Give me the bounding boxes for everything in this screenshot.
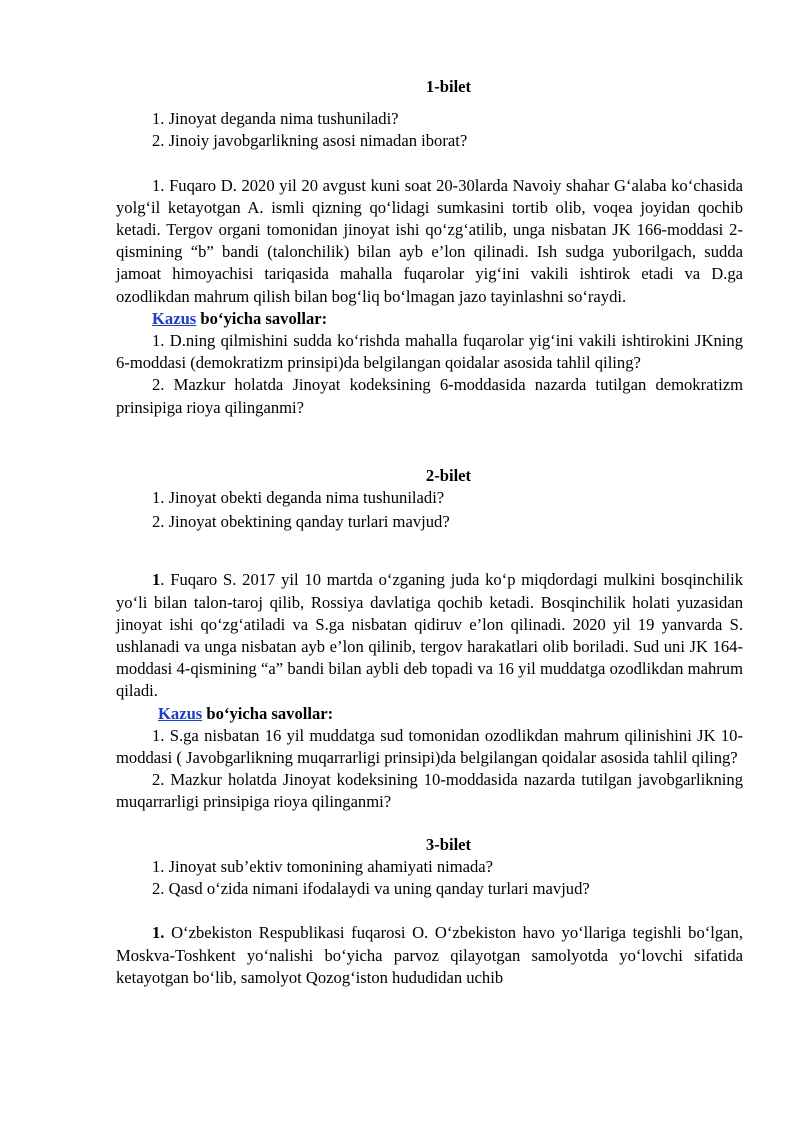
spacer [116,900,743,922]
spacer [116,153,743,175]
bilet-3-title: 3-bilet [425,834,472,854]
bilet-1-case-question-2: 2. Mazkur holatda Jinoyat kodeksining 6-moddasida nazarda tutilgan demokratizm prinsipiga rioya qilinganmi? [116,375,743,417]
bilet-3-case-number: 1. [152,923,165,943]
bilet-1-case-question-1: 1. D.ning qilmishini sudda ko‘rishda mahalla fuqarolar yig‘ini vakili ishtirokini JKning 6-moddasi (demokratizm prinsipi)da belgilangan qoidalar asosida tahlil qiling? [116,331,743,373]
bilet-2-question-1: 1. Jinoyat obekti deganda nima tushuniladi? [152,488,445,508]
bilet-2-kazus-link[interactable]: Kazus [158,703,203,723]
bilet-1-case-text: 1. Fuqaro D. 2020 yil 20 avgust kuni soat 20-30larda Navoiy shahar G‘alaba ko‘chasida yolg‘il ketayotgan A. ismli qizning qo‘lidagi sumkasini tortib olib, voqea joyidan qochib ketadi. Tergov organi tomonidan jinoyat ishi qo‘zg‘atilib, unga nisbatan JK 166-moddasi 2-qismining “b” bandi (talonchilik) bilan ayb e’lon qilinadi. Ish sudga yuborilgach, sudda jamoat himoyachisi tariqasida mahalla fuqarolar yig‘ini vakili ishtirok etadi va D.ga ozodlikdan mahrum qilish bilan bog‘liq bo‘lmagan jazo tayinlashni so‘raydi. [116,175,743,306]
bilet-2-case-question-1: 1. S.ga nisbatan 16 yil muddatga sud tomonidan ozodlikdan mahrum qilinishini JK 10-moddasi ( Javobgarlikning muqarrarligi prinsipi)da belgilangan qoidalar asosida tahlil qiling? [116,725,743,768]
spacer [116,533,743,569]
bilet-2-case-text [116,569,743,702]
bilet-1-kazus-link[interactable]: Kazus [152,308,197,328]
bilet-1-question-2: 2. Jinoiy javobgarlikning asosi nimadan iborat? [152,131,468,151]
bilet-2-case-body: . Fuqaro S. 2017 yil 10 martda o‘zganing juda ko‘p miqdordagi mulkini bosqinchilik yo‘li bilan talon-taroj qilib, Rossiya davlatiga qochib ketadi. Bosqinchilik holati yuzasidan jinoyat ishi qo‘zg‘atiladi va S.ga nisbatan qidiruv e’lon qilinadi. 2020 yil 19 yanvarda S. ushlanadi va unga nisbatan ayb e’lon qilinib, tergov harakatlari olib boriladi. Sud uni JK 164-moddasi 4-qismining “a” bandi bilan aybli deb topadi va 16 yil muddatga ozodlikdan mahrum qiladi. [116,570,743,701]
bilet-1-kazus-heading [116,308,743,330]
bilet-1-kazus-heading-text: bo‘yicha savollar: [196,308,328,328]
bilet-3-case-body: O‘zbekiston Respublikasi fuqarosi O. O‘zbekiston havo yo‘llariga tegishli bo‘lgan, Moskva-Toshkent yo‘nalishi bo‘yicha parvoz qilayotgan samolyotda yo‘lovchi sifatida ketayotgan bo‘lib, samolyot Qozog‘iston hududidan uchib [116,923,743,987]
bilet-3-case-text [116,922,743,989]
bilet-2-kazus-heading-text: bo‘yicha savollar: [202,703,334,723]
spacer [116,419,743,465]
bilet-2-question-2: 2. Jinoyat obektining qanday turlari mavjud? [152,512,450,532]
bilet-2-kazus-heading [116,703,743,725]
bilet-1-question-1: 1. Jinoyat deganda nima tushuniladi? [152,109,399,129]
bilet-3-question-2: 2. Qasd o‘zida nimani ifodalaydi va uning qanday turlari mavjud? [152,879,590,899]
bilet-1-title: 1-bilet [425,77,472,96]
bilet-2-case-number: 1 [152,570,161,590]
bilet-3-question-1: 1. Jinoyat sub’ektiv tomonining ahamiyati nimada? [152,856,494,876]
bilet-2-title: 2-bilet [425,465,472,485]
bilet-2-case-question-2: 2. Mazkur holatda Jinoyat kodeksining 10-moddasida nazarda tutilgan javobgarlikning muqarrarligi prinsipiga rioya qilinganmi? [116,770,743,812]
spacer [116,814,743,834]
